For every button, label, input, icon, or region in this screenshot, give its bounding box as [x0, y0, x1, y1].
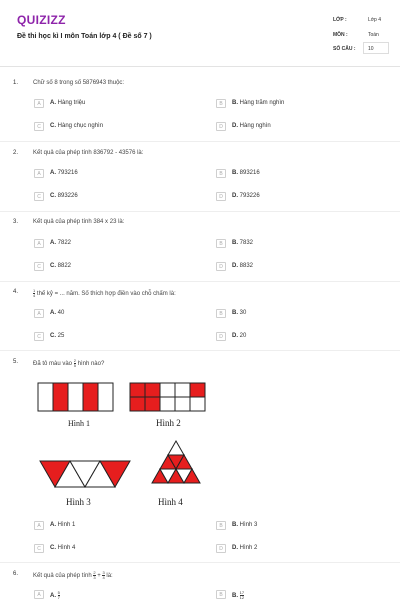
option-text: Hình 1 — [57, 522, 76, 528]
question-number: 6. — [13, 571, 19, 577]
option-text: Hình 4 — [57, 545, 76, 551]
option-letter: C — [34, 544, 44, 553]
header-divider — [0, 66, 400, 67]
question-text: Kết quả của phép tính $\frac{2}{3}$ + $\frac{3}{4}$ là: — [33, 570, 113, 580]
figure-2 — [130, 383, 205, 411]
option-letter: B — [216, 99, 226, 108]
option-text: Hàng trăm nghìn — [239, 100, 285, 106]
meta-grade-value: Lớp 4 — [368, 17, 382, 23]
option-letter: C — [34, 332, 44, 341]
option-letter: D — [216, 192, 226, 201]
option-text: 30 — [239, 310, 247, 316]
option-label: D. — [232, 545, 238, 551]
meta-subject-key: MÔN : — [333, 32, 348, 38]
figure-3 — [40, 461, 130, 487]
option-label: B. — [232, 522, 238, 528]
option-label: B. — [232, 310, 238, 316]
option-text: Hàng chục nghìn — [57, 123, 104, 129]
question-number: 4. — [13, 289, 19, 295]
question-text: Kết quả của phép tính 836792 - 43576 là: — [33, 150, 144, 156]
option-text: 793226 — [239, 193, 260, 199]
option-text: 8822 — [57, 263, 72, 269]
option-label: A. — [50, 310, 56, 316]
option-label: C. — [50, 123, 56, 129]
option-label: B. — [232, 100, 238, 106]
option-label: A. — [50, 170, 56, 176]
figure-1-caption: Hình 1 — [68, 419, 90, 428]
option-label: D. — [232, 193, 238, 199]
question-divider — [0, 350, 400, 351]
question-number: 1. — [13, 80, 19, 86]
meta-grade-key: LỚP : — [333, 17, 347, 23]
option-label: A. — [50, 593, 56, 600]
question-divider — [0, 281, 400, 282]
option-text: 25 — [57, 333, 65, 339]
option-label: D. — [232, 123, 238, 129]
option-label: C. — [50, 263, 56, 269]
option-letter: A — [34, 590, 44, 599]
figure-2-caption: Hình 2 — [156, 418, 181, 428]
option-letter: C — [34, 192, 44, 201]
option-label: C. — [50, 193, 56, 199]
option-letter: B — [216, 521, 226, 530]
meta-count-value: 10 — [368, 46, 374, 52]
worksheet-title: Đề thi học kì I môn Toán lớp 4 ( Đề số 7 ) — [17, 33, 152, 40]
option-letter: A — [34, 239, 44, 248]
meta-count-box — [363, 42, 389, 54]
meta-count — [330, 44, 390, 54]
option-text: 893216 — [239, 170, 260, 176]
option-letter: B — [216, 169, 226, 178]
option-label: A. — [50, 100, 56, 106]
question-divider — [0, 211, 400, 212]
option-letter: D — [216, 122, 226, 131]
fraction: $\frac{17}{12}$ — [239, 590, 245, 600]
question-number: 2. — [13, 150, 19, 156]
option-label: D. — [232, 333, 238, 339]
option-letter: D — [216, 544, 226, 553]
worksheet-header — [0, 0, 400, 64]
option-text: 7822 — [57, 240, 72, 246]
figure-3-caption: Hình 3 — [66, 497, 91, 507]
meta-grade — [330, 15, 390, 25]
meta-subject — [330, 30, 390, 40]
meta-count-key: SỐ CÂU : — [333, 46, 356, 52]
option-letter: B — [216, 590, 226, 599]
question-text: $\frac{1}{4}$ thế kỷ = ... năm. Số thích hợp điền vào chỗ chấm là: — [33, 288, 176, 298]
option-label: A. — [50, 522, 56, 528]
figure-4 — [152, 441, 200, 483]
option-text: 7832 — [239, 240, 254, 246]
option-letter: D — [216, 262, 226, 271]
question-number: 5. — [13, 359, 19, 365]
option-label: D. — [232, 263, 238, 269]
option-label: A. — [50, 240, 56, 246]
option-text: Hình 2 — [239, 545, 258, 551]
question-text: Chữ số 8 trong số 5876943 thuộc: — [33, 80, 125, 86]
fraction: $\frac{2}{5}$ — [73, 358, 76, 368]
option-letter: A — [34, 521, 44, 530]
option-label: B. — [232, 170, 238, 176]
option-letter: B — [216, 239, 226, 248]
question-divider — [0, 141, 400, 142]
option-text: 793216 — [57, 170, 78, 176]
question-number: 3. — [13, 219, 19, 225]
fraction: $\frac{1}{4}$ — [33, 288, 36, 298]
question-text: Kết quả của phép tính 384 x 23 là: — [33, 219, 125, 225]
option-label: C. — [50, 545, 56, 551]
question-divider — [0, 562, 400, 563]
fraction: $\frac{3}{4}$ — [102, 570, 105, 580]
option-letter: D — [216, 332, 226, 341]
fraction: $\frac{2}{3}$ — [93, 570, 96, 580]
option-text: 8832 — [239, 263, 254, 269]
option-text: Hình 3 — [239, 522, 258, 528]
option-letter: C — [34, 122, 44, 131]
option-label: B. — [232, 240, 238, 246]
option-letter: A — [34, 99, 44, 108]
figure-1 — [38, 383, 113, 411]
figure-4-caption: Hình 4 — [158, 497, 183, 507]
fraction: $\frac{5}{7}$ — [57, 590, 60, 600]
option-text: Hàng nghìn — [239, 123, 271, 129]
option-letter: A — [34, 169, 44, 178]
question-text: Đã tô màu vào $\frac{2}{5}$ hình nào? — [33, 358, 105, 368]
quizizz-logo: QUIZIZZ — [17, 13, 66, 27]
figures-area — [0, 375, 400, 515]
option-text: 893226 — [57, 193, 78, 199]
meta-subject-value: Toán — [368, 32, 379, 38]
option-text: 40 — [57, 310, 65, 316]
option-letter: A — [34, 309, 44, 318]
option-letter: C — [34, 262, 44, 271]
option-text: Hàng triệu — [57, 100, 86, 106]
option-letter: B — [216, 309, 226, 318]
option-label: C. — [50, 333, 56, 339]
option-text: 20 — [239, 333, 247, 339]
option-label: B. — [232, 593, 238, 600]
